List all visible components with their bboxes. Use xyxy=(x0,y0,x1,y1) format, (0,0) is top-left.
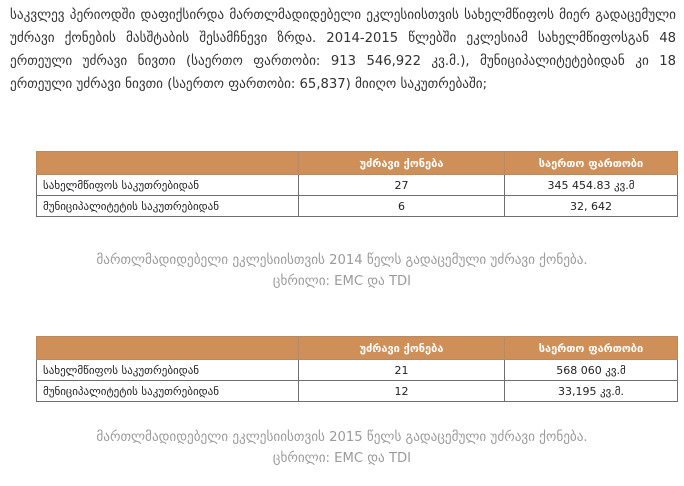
property-count: 12 xyxy=(299,381,505,402)
table-row xyxy=(37,360,678,381)
total-area: 32, 642 xyxy=(505,196,678,217)
table-caption-2015 xyxy=(20,427,664,469)
total-area: 33,195 კვ.მ. xyxy=(505,381,678,402)
row-label: სახელმწიფოს საკუთრებიდან xyxy=(37,360,299,381)
table-header-row xyxy=(37,152,678,175)
header-cell-property: უძრავი ქონება xyxy=(299,337,505,360)
table-row xyxy=(37,175,678,196)
caption-source: ცხრილი: EMC და TDI xyxy=(272,274,412,289)
header-cell-property: უძრავი ქონება xyxy=(299,152,505,175)
total-area: 345 454.83 კვ.მ xyxy=(505,175,678,196)
intro-paragraph: საკვლევ პერიოდში დაფიქსირდა მართლმადიდებელი ეკლესიისთვის სახელმწიფოს მიერ გადაცემული უძრავი ქონების მასშტაბის შესამჩნევი ზრდა. 2014-2015 წლებში ეკლესიამ სახელმწიფოსგან 48 ერთეული უძრავი ნივთი (საერთო ფართობი: 913 546,922 კვ.მ.), მუნიციპალიტეტებიდან კი 18 ერთეული უძრავი ნივთი (საერთო ფართობი: 65,837) მიიღო საკუთრებაში; xyxy=(10,8,676,92)
header-cell-empty xyxy=(37,152,299,175)
caption-title: მართლმადიდებელი ეკლესიისთვის 2015 წელს გადაცემული უძრავი ქონება. xyxy=(96,430,588,445)
table-row xyxy=(37,196,678,217)
property-table-2014 xyxy=(36,151,678,217)
table-caption-2014 xyxy=(20,250,664,292)
header-cell-area: საერთო ფართობი xyxy=(505,337,678,360)
row-label: სახელმწიფოს საკუთრებიდან xyxy=(37,175,299,196)
header-cell-empty xyxy=(37,337,299,360)
property-count: 21 xyxy=(299,360,505,381)
property-count: 6 xyxy=(299,196,505,217)
total-area: 568 060 კვ.მ xyxy=(505,360,678,381)
row-label: მუნიციპალიტეტის საკუთრებიდან xyxy=(37,196,299,217)
caption-title: მართლმადიდებელი ეკლესიისთვის 2014 წელს გადაცემული უძრავი ქონება. xyxy=(96,253,588,268)
header-cell-area: საერთო ფართობი xyxy=(505,152,678,175)
table-row xyxy=(37,381,678,402)
caption-source: ცხრილი: EMC და TDI xyxy=(272,451,412,466)
property-table-2015 xyxy=(36,336,678,402)
property-count: 27 xyxy=(299,175,505,196)
table-header-row xyxy=(37,337,678,360)
row-label: მუნიციპალიტეტის საკუთრებიდან xyxy=(37,381,299,402)
